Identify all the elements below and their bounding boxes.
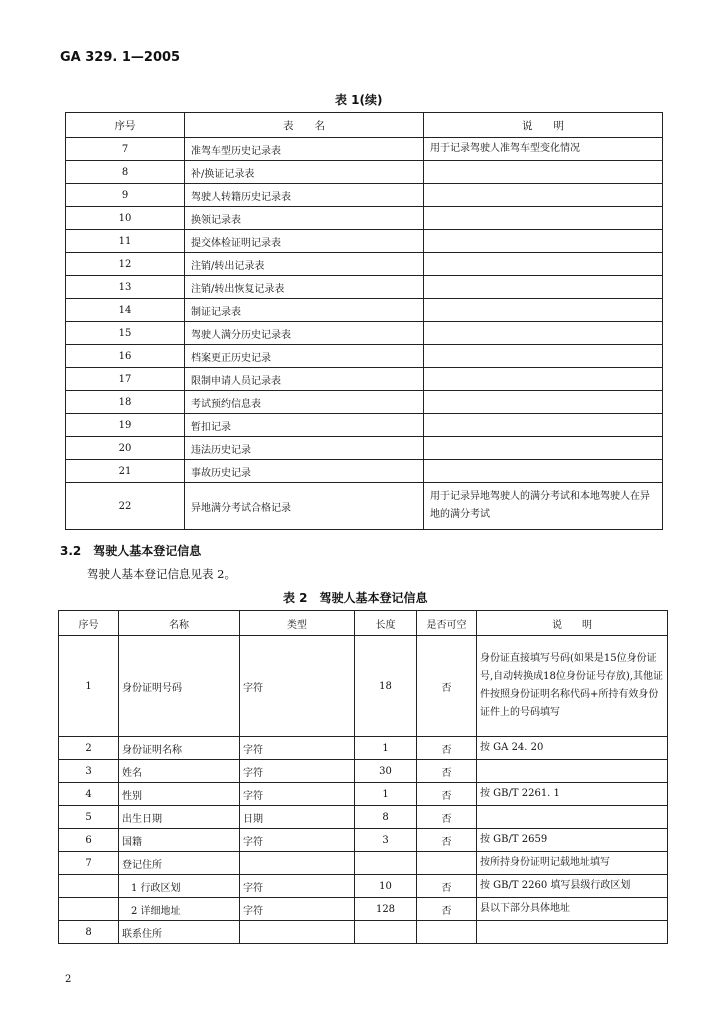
- row-name: 国籍: [119, 829, 240, 852]
- row-number: 11: [66, 230, 185, 253]
- row-length: [355, 852, 417, 875]
- row-nullable: 否: [417, 829, 477, 852]
- row-length: 10: [355, 875, 417, 898]
- table-row: [66, 322, 663, 345]
- row-name: 准驾车型历史记录表: [185, 138, 424, 161]
- col-header-desc: 说 明: [477, 611, 668, 636]
- row-nullable: 否: [417, 898, 477, 921]
- row-description: 按 GB/T 2659: [477, 829, 668, 852]
- row-description: [424, 161, 663, 184]
- row-name: 事故历史记录: [185, 460, 424, 483]
- row-name: 1 行政区划: [119, 875, 240, 898]
- row-description: [424, 368, 663, 391]
- table-row: [59, 898, 668, 921]
- row-description: [424, 322, 663, 345]
- row-type: 字符: [240, 898, 355, 921]
- row-name: 身份证明名称: [119, 737, 240, 760]
- row-number: 5: [59, 806, 119, 829]
- row-description: [424, 391, 663, 414]
- row-name: 暂扣记录: [185, 414, 424, 437]
- table-row: [66, 161, 663, 184]
- table-row: [66, 414, 663, 437]
- row-description: 按 GA 24. 20: [477, 737, 668, 760]
- row-length: 30: [355, 760, 417, 783]
- row-description: [424, 184, 663, 207]
- row-number: 8: [59, 921, 119, 944]
- table2: [58, 610, 668, 944]
- row-description: 用于记录异地驾驶人的满分考试和本地驾驶人在异地的满分考试: [424, 483, 663, 530]
- row-length: 1: [355, 737, 417, 760]
- row-number: 12: [66, 253, 185, 276]
- row-description: [424, 276, 663, 299]
- row-name: 制证记录表: [185, 299, 424, 322]
- row-description: [424, 345, 663, 368]
- row-nullable: 否: [417, 636, 477, 737]
- table-row: [66, 230, 663, 253]
- row-number: 4: [59, 783, 119, 806]
- row-length: 18: [355, 636, 417, 737]
- row-description: [424, 460, 663, 483]
- row-number: 15: [66, 322, 185, 345]
- row-number: 18: [66, 391, 185, 414]
- table-row: [59, 783, 668, 806]
- table-row: [59, 875, 668, 898]
- row-number: 20: [66, 437, 185, 460]
- row-description: 身份证直接填写号码(如果是15位身份证号,自动转换成18位身份证号存放),其他证件按照身份证明名称代码+所持有效身份证件上的号码填写: [477, 636, 668, 737]
- row-length: [355, 921, 417, 944]
- row-name: 档案更正历史记录: [185, 345, 424, 368]
- table-row: [66, 483, 663, 530]
- row-number: 17: [66, 368, 185, 391]
- row-number: 6: [59, 829, 119, 852]
- table-row: [59, 636, 668, 737]
- row-number: [59, 875, 119, 898]
- page-number: 2: [65, 974, 72, 985]
- table-row: [66, 391, 663, 414]
- row-nullable: 否: [417, 783, 477, 806]
- row-number: 2: [59, 737, 119, 760]
- row-type: 字符: [240, 760, 355, 783]
- col-header-name: 表 名: [185, 113, 424, 138]
- table-row: [66, 437, 663, 460]
- row-number: 10: [66, 207, 185, 230]
- row-nullable: 否: [417, 737, 477, 760]
- row-number: 13: [66, 276, 185, 299]
- row-number: 16: [66, 345, 185, 368]
- row-length: 128: [355, 898, 417, 921]
- row-name: 换领记录表: [185, 207, 424, 230]
- row-name: 补/换证记录表: [185, 161, 424, 184]
- row-description: [424, 207, 663, 230]
- row-description: [424, 253, 663, 276]
- col-header-no: 序号: [59, 611, 119, 636]
- row-name: 姓名: [119, 760, 240, 783]
- row-type: [240, 852, 355, 875]
- table-row: [66, 253, 663, 276]
- row-number: 7: [59, 852, 119, 875]
- row-name: 违法历史记录: [185, 437, 424, 460]
- table1-header-row: [66, 113, 663, 138]
- row-number: 3: [59, 760, 119, 783]
- table-row: [66, 460, 663, 483]
- row-type: 字符: [240, 829, 355, 852]
- row-name: 驾驶人满分历史记录表: [185, 322, 424, 345]
- table-row: [59, 737, 668, 760]
- row-description: [424, 414, 663, 437]
- row-type: 字符: [240, 783, 355, 806]
- table1-caption: 表 1(续): [335, 93, 383, 107]
- col-header-no: 序号: [66, 113, 185, 138]
- row-type: 字符: [240, 737, 355, 760]
- row-name: 联系住所: [119, 921, 240, 944]
- row-number: 1: [59, 636, 119, 737]
- row-number: 21: [66, 460, 185, 483]
- row-name: 登记住所: [119, 852, 240, 875]
- row-number: 19: [66, 414, 185, 437]
- table-row: [59, 760, 668, 783]
- table2-header-row: [59, 611, 668, 636]
- row-name: 身份证明号码: [119, 636, 240, 737]
- row-type: 字符: [240, 636, 355, 737]
- row-number: 8: [66, 161, 185, 184]
- row-description: 按所持身份证明记载地址填写: [477, 852, 668, 875]
- row-type: 字符: [240, 875, 355, 898]
- row-nullable: [417, 852, 477, 875]
- row-description: [477, 760, 668, 783]
- col-header-nullable: 是否可空: [417, 611, 477, 636]
- row-description: 按 GB/T 2260 填写县级行政区划: [477, 875, 668, 898]
- row-name: 提交体检证明记录表: [185, 230, 424, 253]
- row-nullable: 否: [417, 760, 477, 783]
- row-description: 县以下部分具体地址: [477, 898, 668, 921]
- row-type: 日期: [240, 806, 355, 829]
- row-name: 异地满分考试合格记录: [185, 483, 424, 530]
- table-row: [66, 276, 663, 299]
- table-row: [59, 921, 668, 944]
- table-row: [66, 299, 663, 322]
- row-name: 注销/转出恢复记录表: [185, 276, 424, 299]
- row-length: 8: [355, 806, 417, 829]
- row-number: 9: [66, 184, 185, 207]
- row-description: 按 GB/T 2261. 1: [477, 783, 668, 806]
- table2-caption: 表 2 驾驶人基本登记信息: [283, 591, 428, 605]
- row-name: 注销/转出记录表: [185, 253, 424, 276]
- row-name: 出生日期: [119, 806, 240, 829]
- col-header-length: 长度: [355, 611, 417, 636]
- table-row: [59, 829, 668, 852]
- table-row: [66, 184, 663, 207]
- row-name: 驾驶人转籍历史记录表: [185, 184, 424, 207]
- table-row: [66, 368, 663, 391]
- col-header-type: 类型: [240, 611, 355, 636]
- col-header-name: 名称: [119, 611, 240, 636]
- table-row: [66, 345, 663, 368]
- row-name: 2 详细地址: [119, 898, 240, 921]
- col-header-desc: 说 明: [424, 113, 663, 138]
- row-type: [240, 921, 355, 944]
- row-name: 考试预约信息表: [185, 391, 424, 414]
- row-number: 7: [66, 138, 185, 161]
- table-row: [66, 207, 663, 230]
- table1: [65, 112, 663, 530]
- row-name: 限制申请人员记录表: [185, 368, 424, 391]
- table-row: [59, 806, 668, 829]
- section-heading: 3.2 驾驶人基本登记信息: [60, 544, 202, 558]
- row-nullable: 否: [417, 806, 477, 829]
- row-description: [424, 437, 663, 460]
- standard-header: GA 329. 1—2005: [60, 50, 181, 65]
- row-nullable: [417, 921, 477, 944]
- table-row: [59, 852, 668, 875]
- row-name: 性别: [119, 783, 240, 806]
- row-length: 3: [355, 829, 417, 852]
- row-nullable: 否: [417, 875, 477, 898]
- row-length: 1: [355, 783, 417, 806]
- row-number: 14: [66, 299, 185, 322]
- row-number: 22: [66, 483, 185, 530]
- row-description: 用于记录驾驶人准驾车型变化情况: [424, 138, 663, 161]
- row-number: [59, 898, 119, 921]
- row-description: [477, 806, 668, 829]
- row-description: [477, 921, 668, 944]
- row-description: [424, 299, 663, 322]
- table-row: [66, 138, 663, 161]
- row-description: [424, 230, 663, 253]
- section-paragraph: 驾驶人基本登记信息见表 2。: [87, 567, 236, 581]
